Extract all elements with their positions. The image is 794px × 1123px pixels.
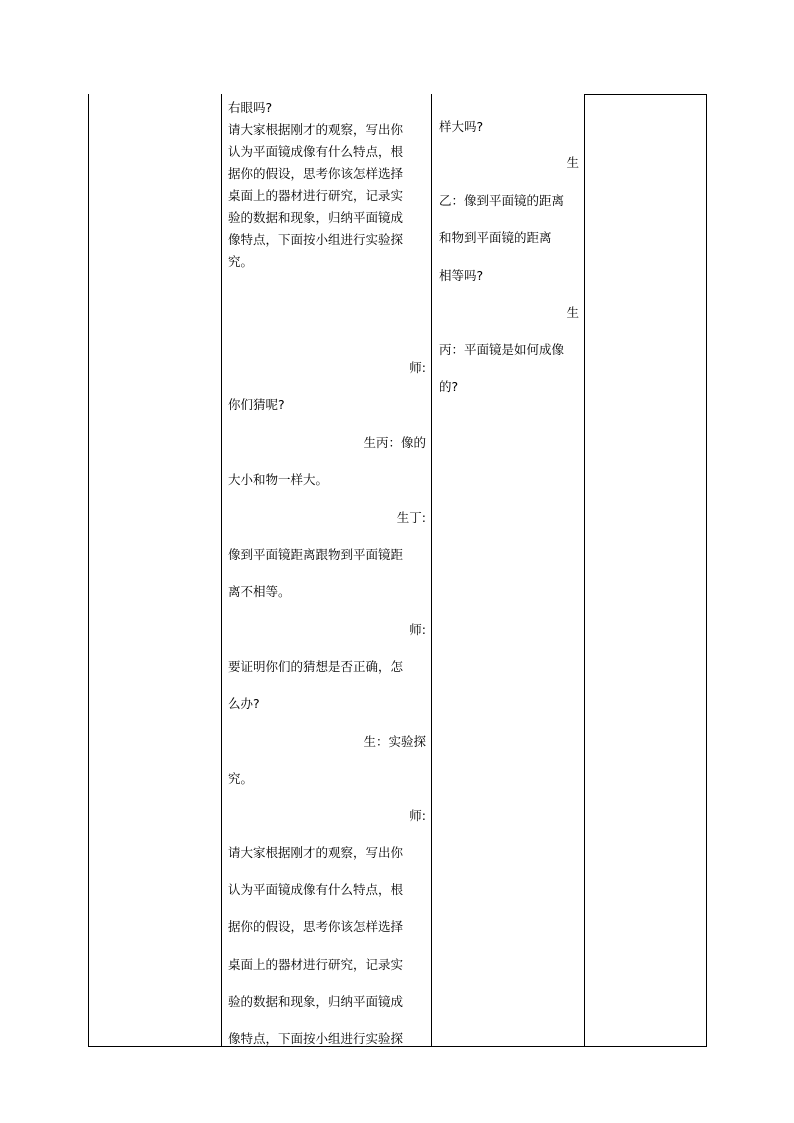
intro-line: 究。 bbox=[228, 254, 254, 269]
intro-line: 据你的假设，思考你该怎样选择 bbox=[228, 166, 404, 181]
dialogue-line: 大小和物一样大。 bbox=[228, 472, 329, 487]
activity-line: 丙：平面镜是如何成像 bbox=[439, 342, 565, 357]
speaker-teacher: 师: bbox=[409, 360, 426, 375]
dialogue-line: 请大家根据刚才的观察，写出你 bbox=[228, 845, 404, 860]
activity-line: 和物到平面镜的距离 bbox=[439, 230, 552, 245]
teaching-process-cell bbox=[228, 94, 426, 1047]
intro-line: 右眼吗? bbox=[228, 100, 273, 115]
speaker-student: 生：实验探 bbox=[363, 734, 426, 749]
speaker-teacher: 师: bbox=[409, 808, 426, 823]
dialogue-line: 究。 bbox=[228, 771, 254, 786]
table-col-divider-2 bbox=[431, 94, 432, 1047]
table-right-border bbox=[706, 94, 707, 1047]
intro-line: 桌面上的器材进行研究，记录实 bbox=[228, 188, 404, 203]
dialogue-line: 要证明你们的猜想是否正确，怎 bbox=[228, 659, 404, 674]
intro-line: 验的数据和现象，归纳平面镜成 bbox=[228, 210, 404, 225]
activity-line: 的? bbox=[439, 379, 459, 394]
dialogue-line: 离不相等。 bbox=[228, 584, 291, 599]
dialogue-line: 桌面上的器材进行研究，记录实 bbox=[228, 957, 404, 972]
intro-line: 认为平面镜成像有什么特点，根 bbox=[228, 144, 404, 159]
table-col-divider-1 bbox=[221, 94, 222, 1047]
student-activity-cell bbox=[439, 94, 579, 1047]
activity-line: 相等吗? bbox=[439, 268, 484, 283]
intro-line: 请大家根据刚才的观察，写出你 bbox=[228, 122, 404, 137]
dialogue-line: 像特点，下面按小组进行实验探 bbox=[228, 1031, 404, 1046]
activity-line: 乙：像到平面镜的距离 bbox=[439, 193, 565, 208]
speaker-student-ding: 生丁: bbox=[396, 510, 426, 525]
dialogue-line: 验的数据和现象，归纳平面镜成 bbox=[228, 994, 404, 1009]
column-4-cell bbox=[585, 94, 705, 1047]
speaker-teacher: 师: bbox=[409, 622, 426, 637]
speaker-student: 生 bbox=[566, 305, 579, 320]
intro-line: 像特点，下面按小组进行实验探 bbox=[228, 232, 404, 247]
dialogue-line: 你们猜呢? bbox=[228, 397, 285, 412]
dialogue-line: 认为平面镜成像有什么特点，根 bbox=[228, 882, 404, 897]
speaker-student: 生 bbox=[566, 155, 579, 170]
activity-line: 样大吗? bbox=[439, 119, 484, 134]
dialogue-line: 据你的假设，思考你该怎样选择 bbox=[228, 919, 404, 934]
speaker-student-bing: 生丙：像的 bbox=[363, 435, 426, 450]
dialogue-line: 么办? bbox=[228, 696, 260, 711]
column-1-cell bbox=[88, 94, 221, 1047]
dialogue-line: 像到平面镜距离跟物到平面镜距 bbox=[228, 547, 404, 562]
